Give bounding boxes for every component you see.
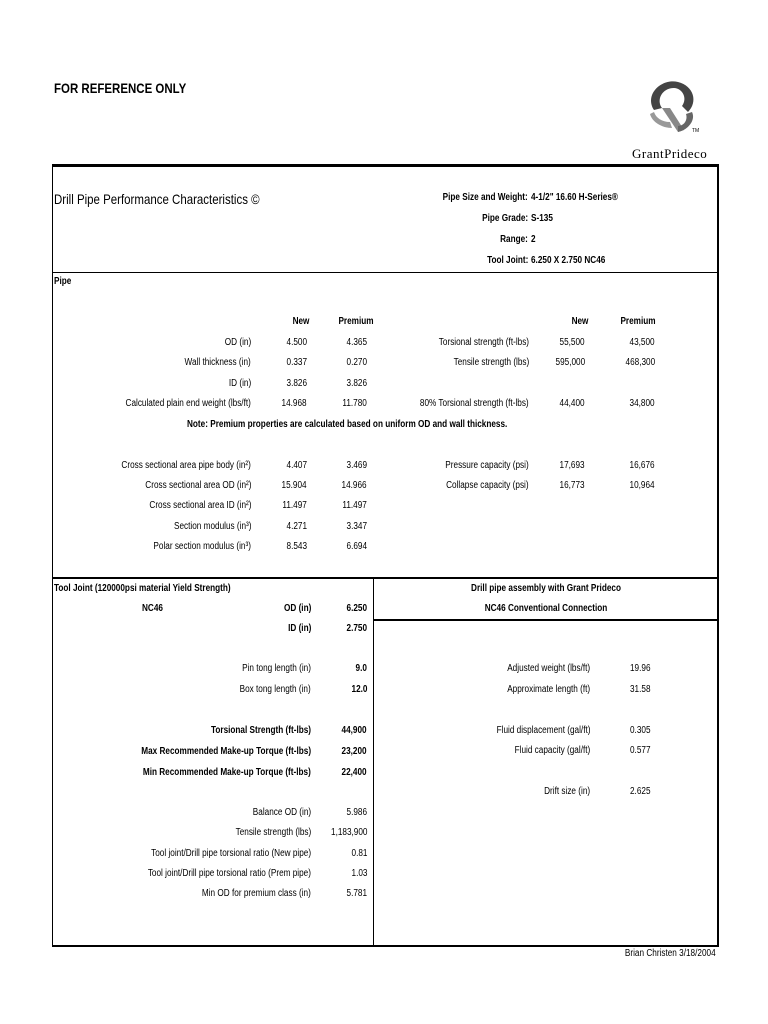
pipe-strength-new: 55,500 xyxy=(559,337,585,348)
assembly-row-value: 31.58 xyxy=(630,684,651,695)
premium-note: Note: Premium properties are calculated based on uniform OD and wall thickness. xyxy=(187,419,508,430)
logo-wordmark: GrantPrideco xyxy=(632,146,708,161)
pipe-row-label: ID (in) xyxy=(228,378,251,389)
assembly-row-value: 0.305 xyxy=(630,725,651,736)
assembly-row-value: 19.96 xyxy=(630,663,651,674)
assembly-row-label: Drift size (in) xyxy=(543,786,590,797)
assembly-row-label: Fluid capacity (gal/ft) xyxy=(514,745,590,756)
frame-right-border xyxy=(717,164,719,946)
pipe-section-label: Pipe xyxy=(54,276,72,287)
range-label: Range: xyxy=(500,234,528,245)
tj-id-label: ID (in) xyxy=(287,623,311,634)
pipe-strength-label: Torsional strength (ft-lbs) xyxy=(438,337,529,348)
assembly-row-label: Fluid displacement (gal/ft) xyxy=(496,725,590,736)
tj-od-value: 6.250 xyxy=(346,603,367,614)
tj-lower-value: 1,183,900 xyxy=(330,827,367,838)
tj-lower-value: 0.81 xyxy=(351,848,367,859)
pipe-row-premium: 4.365 xyxy=(346,337,367,348)
tj-lower-value: 5.986 xyxy=(346,807,367,818)
pipe-strength-premium: 468,300 xyxy=(625,357,655,368)
torsional-strength-label: Torsional Strength (ft-lbs) xyxy=(210,725,311,736)
area-row-new: 4.271 xyxy=(286,521,307,532)
sheet-title: Drill Pipe Performance Characteristics © xyxy=(54,191,260,207)
tool-joint-value: 6.250 X 2.750 NC46 xyxy=(531,255,606,266)
tj-lower-label: Tool joint/Drill pipe torsional ratio (Prem pipe) xyxy=(147,868,311,879)
min-torque-label: Min Recommended Make-up Torque (ft-lbs) xyxy=(143,767,311,778)
tool-joint-section-label: Tool Joint (120000psi material Yield Strength) xyxy=(54,583,231,594)
max-torque-label: Max Recommended Make-up Torque (ft-lbs) xyxy=(141,746,311,757)
capacity-row-premium: 16,676 xyxy=(629,460,655,471)
pipe-left-col-premium: Premium xyxy=(338,316,374,327)
capacity-row-label: Collapse capacity (psi) xyxy=(446,480,529,491)
area-row-premium: 11.497 xyxy=(342,500,367,511)
grade-value: S-135 xyxy=(531,213,553,224)
area-row-new: 15.904 xyxy=(281,480,307,491)
area-row-new: 8.543 xyxy=(286,541,307,552)
pipe-row-premium: 0.270 xyxy=(346,357,367,368)
size-weight-value: 4-1/2" 16.60 H-Series® xyxy=(531,192,618,203)
grant-prideco-logo xyxy=(632,72,718,164)
connection-type: NC46 xyxy=(142,603,163,614)
area-row-new: 4.407 xyxy=(286,460,307,471)
title-divider xyxy=(52,272,719,273)
area-row-label: Cross sectional area ID (in²) xyxy=(148,500,251,511)
pipe-right-col-new: New xyxy=(571,316,589,327)
area-row-new: 11.497 xyxy=(282,500,307,511)
pipe-row-label: OD (in) xyxy=(224,337,251,348)
size-weight-label: Pipe Size and Weight: xyxy=(442,192,528,203)
assembly-row-value: 0.577 xyxy=(630,745,651,756)
tj-lower-label: Min OD for premium class (in) xyxy=(202,888,311,899)
tool-joint-divider xyxy=(52,577,719,579)
column-divider xyxy=(373,577,374,946)
pipe-strength-new: 595,000 xyxy=(555,357,585,368)
tj-lower-label: Tensile strength (lbs) xyxy=(235,827,311,838)
box-tong-label: Box tong length (in) xyxy=(239,684,311,695)
capacity-row-new: 16,773 xyxy=(559,480,585,491)
assembly-row-label: Approximate length (ft) xyxy=(507,684,590,695)
pipe-row-label: Calculated plain end weight (lbs/ft) xyxy=(125,398,251,409)
assembly-row-label: Adjusted weight (lbs/ft) xyxy=(507,663,590,674)
assembly-title-line2: NC46 Conventional Connection xyxy=(484,603,608,614)
tj-id-value: 2.750 xyxy=(346,623,367,634)
pipe-strength-premium: 43,500 xyxy=(629,337,655,348)
pipe-row-new: 4.500 xyxy=(286,337,307,348)
assembly-title-line1: Drill pipe assembly with Grant Prideco xyxy=(471,583,621,594)
assembly-row-value: 2.625 xyxy=(630,786,651,797)
max-torque-value: 23,200 xyxy=(341,746,367,757)
tool-joint-label: Tool Joint: xyxy=(486,255,528,266)
pipe-left-col-new: New xyxy=(292,316,310,327)
area-row-label: Polar section modulus (in³) xyxy=(153,541,251,552)
tj-lower-value: 5.781 xyxy=(346,888,367,899)
range-value: 2 xyxy=(531,234,536,245)
reference-notice: FOR REFERENCE ONLY xyxy=(54,80,187,96)
area-row-premium: 3.347 xyxy=(346,521,367,532)
capacity-row-new: 17,693 xyxy=(559,460,585,471)
area-row-premium: 3.469 xyxy=(346,460,367,471)
pin-tong-label: Pin tong length (in) xyxy=(242,663,311,674)
pipe-right-col-premium: Premium xyxy=(620,316,656,327)
area-row-premium: 6.694 xyxy=(346,541,367,552)
pipe-strength-premium: 34,800 xyxy=(629,398,655,409)
area-row-label: Section modulus (in³) xyxy=(173,521,251,532)
area-row-label: Cross sectional area pipe body (in²) xyxy=(121,460,251,471)
torsional-strength-value: 44,900 xyxy=(341,725,367,736)
area-row-label: Cross sectional area OD (in²) xyxy=(144,480,251,491)
tj-od-label: OD (in) xyxy=(283,603,311,614)
pipe-row-premium: 11.780 xyxy=(342,398,367,409)
pipe-strength-label: Tensile strength (lbs) xyxy=(453,357,529,368)
pin-tong-value: 9.0 xyxy=(355,663,367,674)
frame-left-border xyxy=(52,164,53,946)
frame-top-border xyxy=(52,164,719,167)
assembly-header-divider xyxy=(373,619,719,621)
area-row-premium: 14.966 xyxy=(341,480,367,491)
pipe-row-label: Wall thickness (in) xyxy=(184,357,251,368)
box-tong-value: 12.0 xyxy=(351,684,367,695)
pipe-row-new: 0.337 xyxy=(286,357,307,368)
pipe-row-new: 14.968 xyxy=(281,398,307,409)
pipe-row-new: 3.826 xyxy=(286,378,307,389)
tj-lower-label: Balance OD (in) xyxy=(252,807,311,818)
tj-lower-value: 1.03 xyxy=(351,868,367,879)
pipe-strength-new: 44,400 xyxy=(559,398,585,409)
grade-label: Pipe Grade: xyxy=(481,213,528,224)
tj-lower-label: Tool joint/Drill pipe torsional ratio (New pipe) xyxy=(151,848,311,859)
svg-text:TM: TM xyxy=(692,128,700,134)
frame-bottom-border xyxy=(52,945,719,947)
signature: Brian Christen 3/18/2004 xyxy=(625,948,716,959)
capacity-row-premium: 10,964 xyxy=(629,480,655,491)
min-torque-value: 22,400 xyxy=(341,767,367,778)
capacity-row-label: Pressure capacity (psi) xyxy=(445,460,529,471)
pipe-strength-label: 80% Torsional strength (ft-lbs) xyxy=(420,398,529,409)
pipe-row-premium: 3.826 xyxy=(346,378,367,389)
